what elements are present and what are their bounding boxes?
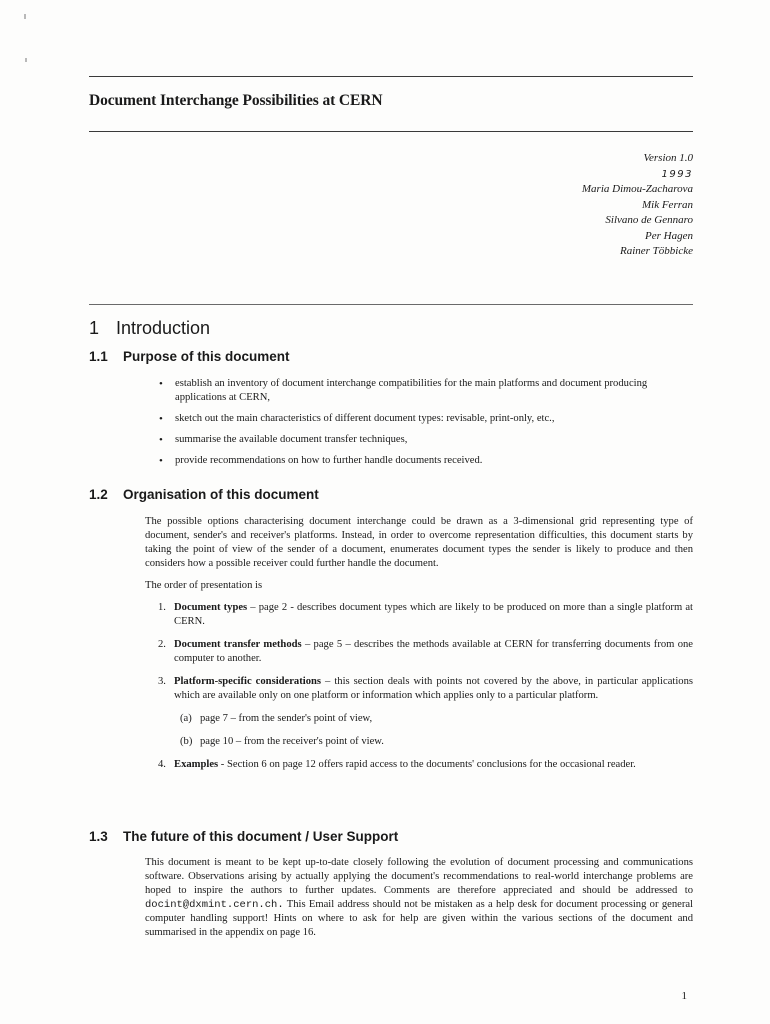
section-title: Organisation of this document <box>123 487 319 502</box>
section-1-3-heading <box>89 829 398 844</box>
section-1-heading <box>89 318 210 339</box>
scan-speck <box>24 14 26 19</box>
future-text-2: This Email address should not be mistaken as a help desk for document processing or general computer handling support! Hints on where to ask for help are given within the various sections of the document and summarised in the appendix on page 16. <box>145 899 693 938</box>
author-2: Mik Ferran <box>641 198 693 211</box>
sub-item-number: (a) <box>180 713 192 724</box>
item-number: 3. <box>158 676 166 687</box>
document-meta <box>582 151 693 260</box>
order-intro: The order of presentation is <box>145 580 263 591</box>
sub-list <box>174 712 693 749</box>
sub-item-number: (b) <box>180 736 193 747</box>
organisation-block <box>145 515 693 781</box>
sub-item-text: page 7 – from the sender's point of view, <box>200 713 373 724</box>
future-block <box>145 856 693 940</box>
section-1-2-heading <box>89 487 319 502</box>
author-4: Per Hagen <box>645 229 693 242</box>
item-text: – page 2 - describes document types which are likely to be produced on more than a single platform at CERN. <box>174 602 693 627</box>
item-number: 4. <box>158 759 166 770</box>
organisation-paragraph: The possible options characterising document interchange could be drawn as a 3-dimensional grid representing type of document, sender's and receiver's platforms. Instead, in order to overcome representation difficulties, this document starts by taking the point of view of the sender of a document, enumerates document types the sender is likely to produce and then considers how a possible receiver could further handle the document. <box>145 516 693 569</box>
list-item: • summarise the available document transfer techniques, <box>157 433 693 447</box>
top-rule <box>89 76 693 77</box>
handwritten-date: 1993 <box>661 168 693 180</box>
sub-item-text: page 10 – from the receiver's point of view. <box>200 736 384 747</box>
list-item <box>145 675 693 749</box>
page-number: 1 <box>681 990 687 1002</box>
title-rule <box>89 131 693 132</box>
purpose-list-block <box>145 377 693 475</box>
sub-list-item <box>174 735 693 749</box>
list-item <box>145 638 693 666</box>
author-1: Maria Dimou-Zacharova <box>581 183 693 195</box>
item-title: Platform-specific considerations <box>174 676 322 687</box>
version-label: Version 1.0 <box>643 152 693 164</box>
scan-speck <box>25 58 27 62</box>
list-item: • sketch out the main characteristics of different document types: revisable, print-only, etc., <box>157 412 693 426</box>
section-1-1-heading <box>89 349 290 364</box>
item-text: - Section 6 on page 12 offers rapid access to the documents' conclusions for the occasional reader. <box>218 759 636 770</box>
author-5: Rainer Többicke <box>619 245 693 257</box>
list-item: • provide recommendations on how to further handle documents received. <box>157 454 693 468</box>
list-item: • establish an inventory of document interchange compatibilities for the main platforms and document producing applications at CERN, <box>157 377 693 405</box>
section-number: 1 <box>89 318 100 338</box>
section-number: 1.3 <box>89 829 108 844</box>
item-title: Document types <box>174 602 248 613</box>
header-bottom-rule <box>89 304 693 305</box>
future-paragraph <box>145 856 693 940</box>
section-number: 1.1 <box>89 349 108 364</box>
presentation-order-list <box>145 601 693 772</box>
purpose-bullet-list <box>145 377 693 468</box>
author-3: Silvano de Gennaro <box>605 214 693 226</box>
item-title: Document transfer methods <box>174 639 302 650</box>
section-title: The future of this document / User Support <box>123 829 399 844</box>
list-item <box>145 601 693 629</box>
item-title: Examples <box>174 759 219 770</box>
list-item <box>145 758 693 772</box>
section-title: Introduction <box>116 318 211 338</box>
item-number: 2. <box>158 639 166 650</box>
item-text: – page 5 – describes the methods available at CERN for transferring documents from one computer to another. <box>174 639 693 664</box>
document-title: Document Interchange Possibilities at CERN <box>89 92 383 109</box>
section-number: 1.2 <box>89 487 108 502</box>
sub-list-item <box>174 712 693 726</box>
future-text-1: This document is meant to be kept up-to-date closely following the evolution of document processing and communications software. Observations arising by actually applying the document's recommendations to real-world interchange problems are hoped to inspire the authors to further updates. Comments are therefore appreciated and should be addressed to <box>145 857 693 896</box>
contact-email[interactable]: docint@dxmint.cern.ch. <box>145 899 284 911</box>
item-text: – this section deals with points not covered by the above, in particular applications which are available only on one platform or information which applies only to a particular platform. <box>174 676 693 701</box>
section-title: Purpose of this document <box>123 349 290 364</box>
item-number: 1. <box>158 602 166 613</box>
